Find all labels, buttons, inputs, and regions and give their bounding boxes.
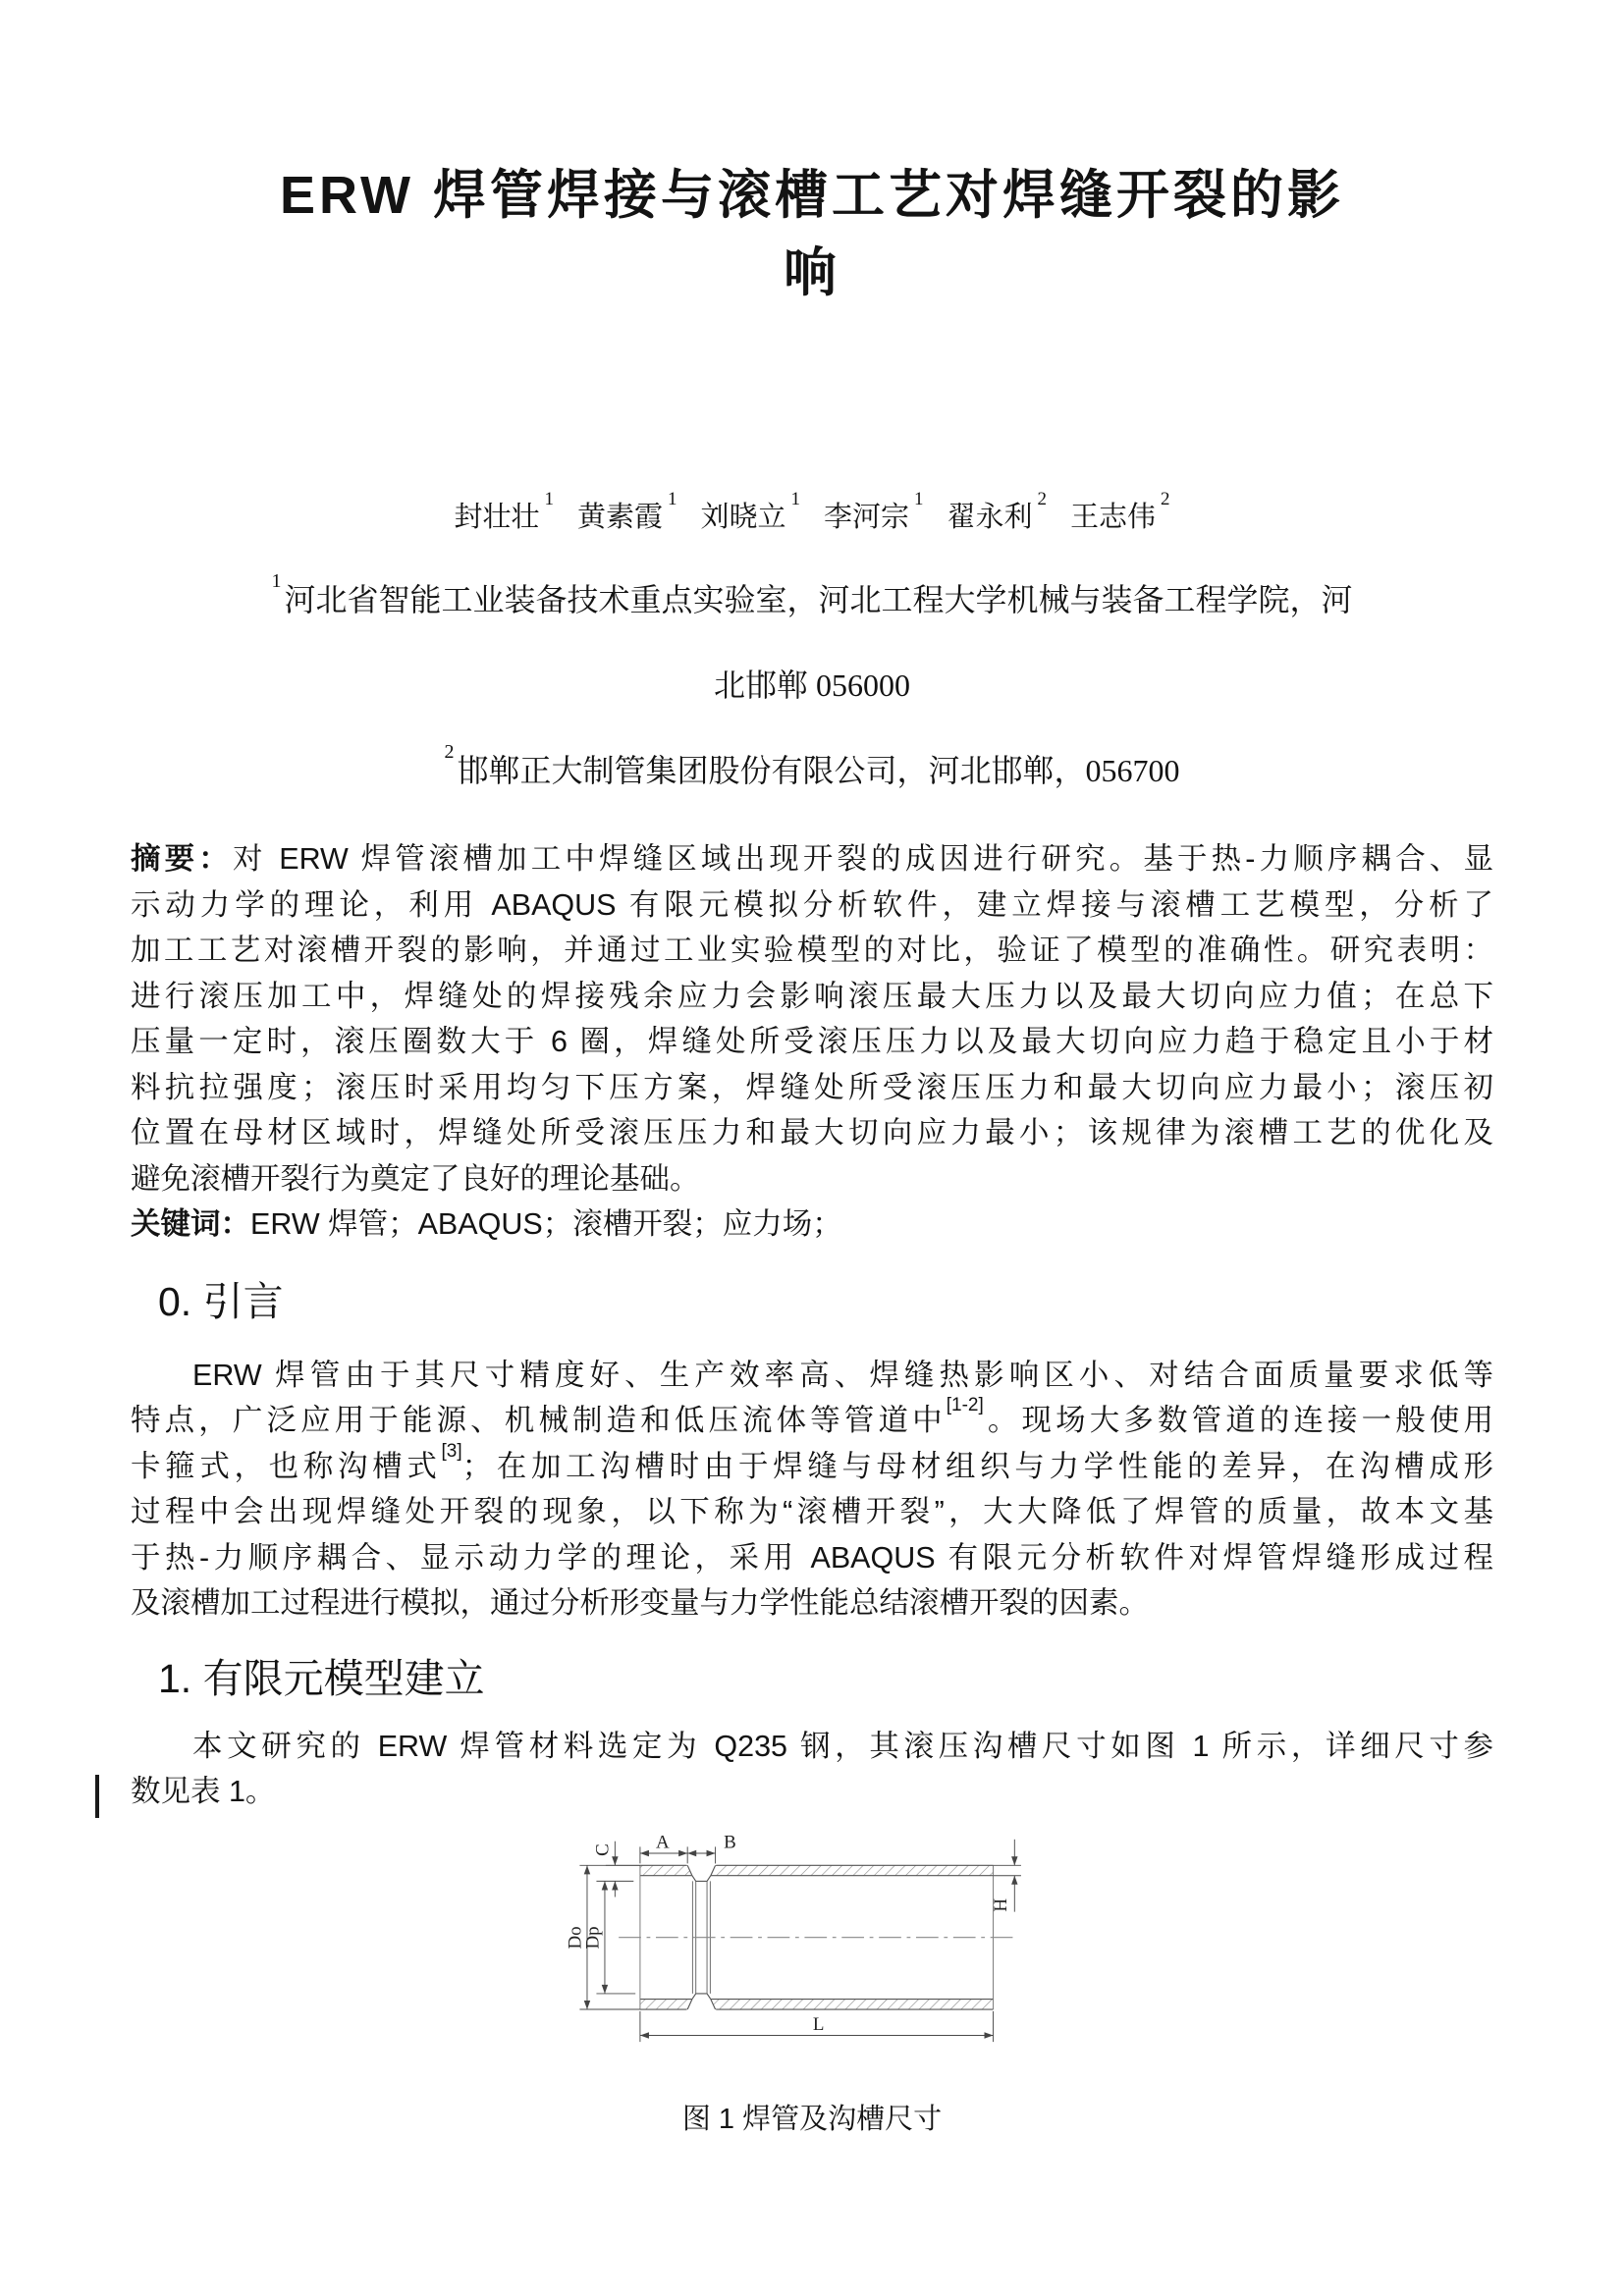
text-line: 料抗拉强度；滚压时采用均匀下压方案，焊缝处所受滚压压力和最大切向应力最小；滚压初: [131, 1070, 1493, 1104]
section-1-paragraph-lines: [131, 1724, 1493, 1815]
text-line: ERW 焊管由于其尺寸精度好、生产效率高、焊缝热影响区小、对结合面质量要求低等: [192, 1358, 1493, 1392]
author: 王志伟$^2$: [1070, 489, 1170, 533]
figure-label-A: A: [656, 1831, 670, 1852]
authors-line: [131, 489, 1493, 535]
section-heading-0: 0. 引言: [158, 1278, 284, 1324]
text-line: 关键词：ERW 焊管；ABAQUS；滚槽开裂；应力场；: [131, 1207, 842, 1241]
author: 翟永利$^2$: [947, 489, 1048, 533]
text-line: 卡箍式，也称沟槽式[3]；在加工沟槽时由于焊缝与母材组织与力学性能的差异，在沟槽成形: [131, 1440, 1494, 1483]
keywords-line: [131, 1201, 1493, 1248]
author: 刘晓立$^1$: [700, 489, 800, 533]
text-line: 摘要：对 ERW 焊管滚槽加工中焊缝区域出现开裂的成因进行研究。基于热-力顺序耦合、显: [131, 842, 1493, 876]
text-line: 压量一定时，滚压圈数大于 6 圈，焊缝处所受滚压压力以及最大切向应力趋于稳定且小于材: [131, 1025, 1493, 1058]
section-1-paragraph: [131, 1724, 1493, 1815]
text-line: 加工工艺对滚槽开裂的影响，并通过工业实验模型的对比，验证了模型的准确性。研究表明：: [131, 934, 1493, 967]
text-line: 于热-力顺序耦合、显示动力学的理论，采用 ABAQUS 有限元分析软件对焊管焊缝形成过程: [131, 1540, 1493, 1575]
figure-label-L: L: [812, 2013, 825, 2035]
text-line: 本文研究的 ERW 焊管材料选定为 Q235 钢，其滚压沟槽尺寸如图 1 所示，详细尺寸参: [192, 1729, 1493, 1763]
section-heading-1: 1. 有限元模型建立: [158, 1655, 485, 1701]
dimension-B: [687, 1846, 715, 1863]
text-line: 示动力学的理论，利用 ABAQUS 有限元模拟分析软件，建立焊接与滚槽工艺模型，分析了: [131, 887, 1493, 922]
text-line: 特点，广泛应用于能源、机械制造和低压流体等管道中[1-2]。现场大多数管道的连接一般使用: [131, 1395, 1493, 1437]
affiliations: [131, 570, 1493, 790]
author: 黄素霞$^1$: [576, 489, 677, 533]
text-line: 数见表 1。: [131, 1775, 276, 1808]
figure-caption: 图 1 焊管及沟槽尺寸: [681, 2103, 943, 2135]
figure-label-Do: Do: [565, 1925, 586, 1949]
section-0-paragraph: [131, 1353, 1493, 1627]
change-bar-marker: [95, 1775, 99, 1818]
figure-label-B: B: [724, 1831, 736, 1852]
figure-label-H: H: [990, 1897, 1011, 1912]
text-line: 进行滚压加工中，焊缝处的焊接残余应力会影响滚压最大压力以及最大切向应力值；在总下: [131, 979, 1493, 1013]
figure-label-C: C: [592, 1842, 614, 1856]
author: 封壮壮$^1$: [454, 489, 554, 533]
page-title-line-2: 响: [784, 243, 840, 302]
figure-1: [131, 1819, 1493, 2093]
author: 李河宗$^1$: [824, 489, 924, 533]
affiliation-line: $^2$邯郸正大制管集团股份有限公司，河北邯郸，056700: [444, 741, 1180, 788]
text-line: 及滚槽加工过程进行模拟，通过分析形变量与力学性能总结滚槽开裂的因素。: [131, 1586, 1149, 1620]
text-line: 位置在母材区域时，焊缝处所受滚压压力和最大切向应力最小；该规律为滚槽工艺的优化及: [131, 1116, 1493, 1149]
page-title-line-1: ERW 焊管焊接与滚槽工艺对焊缝开裂的影: [279, 166, 1344, 225]
text-line: 避免滚槽开裂行为奠定了良好的理论基础。: [131, 1161, 700, 1196]
affiliation-line: 北邯郸 056000: [713, 667, 910, 703]
affiliation-line: $^1$河北省智能工业装备技术重点实验室，河北工程大学机械与装备工程学院，河: [271, 570, 1353, 617]
abstract-paragraph: [131, 836, 1493, 1201]
figure-label-Dp: Dp: [582, 1925, 604, 1949]
pipe-drawing: [552, 1819, 1072, 2088]
page-title: [131, 157, 1493, 312]
text-line: 过程中会出现焊缝处开裂的现象，以下称为“滚槽开裂”，大大降低了焊管的质量，故本文基: [131, 1495, 1493, 1528]
